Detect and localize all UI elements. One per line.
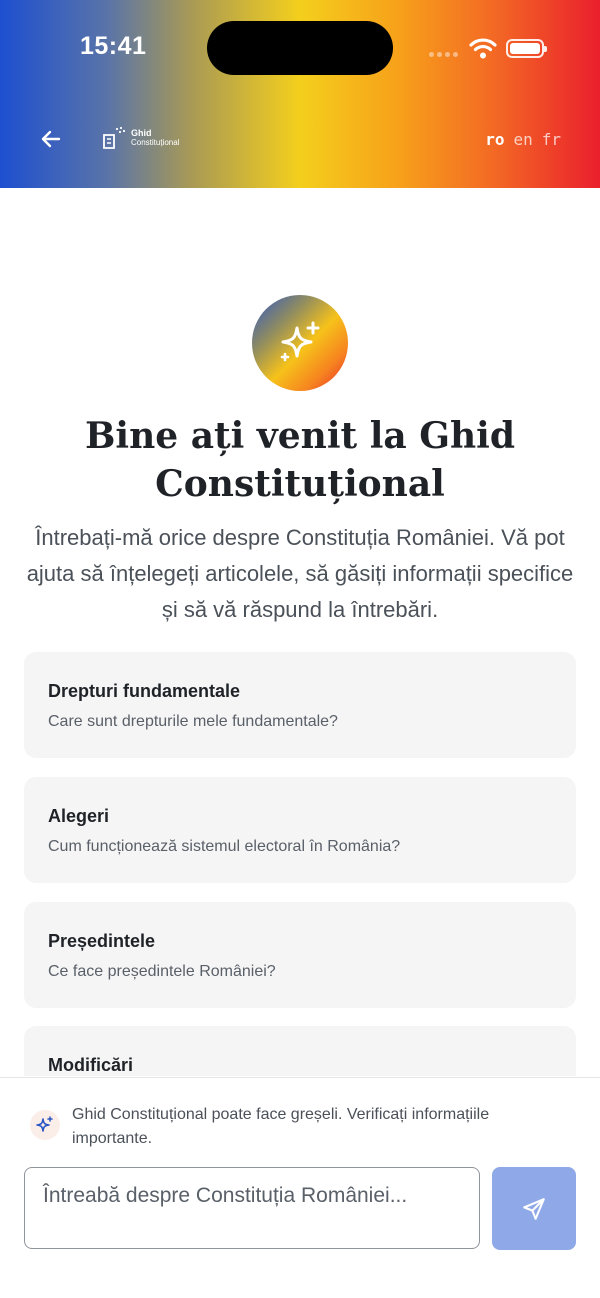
suggestion-card[interactable]	[24, 1026, 576, 1076]
question-input[interactable]	[24, 1167, 480, 1249]
suggestion-title: Drepturi fundamentale	[48, 681, 241, 701]
disclaimer-text: Ghid Constituțional poate face greșeli. Verificați informațiile importante.	[72, 1106, 490, 1147]
sparkles-icon	[275, 318, 325, 368]
suggestion-card[interactable]	[24, 652, 576, 758]
logo-line2: Constituțional	[131, 138, 180, 147]
signal-icon	[429, 52, 458, 57]
app-logo	[103, 126, 179, 150]
suggestion-title: Alegeri	[48, 806, 110, 826]
language-switcher	[485, 130, 561, 149]
suggestion-question: Ce face președintele României?	[48, 963, 276, 980]
suggestion-card[interactable]	[24, 777, 576, 883]
send-button[interactable]	[492, 1167, 576, 1250]
suggestion-title: Președintele	[48, 931, 156, 951]
suggestion-card[interactable]	[24, 902, 576, 1008]
welcome-title: Bine ați venit la Ghid Constituțional	[84, 415, 515, 505]
suggestion-list	[24, 652, 576, 1076]
lang-fr[interactable]: fr	[541, 130, 561, 149]
lang-ro[interactable]: ro	[485, 130, 505, 149]
welcome-text: Întrebați-mă orice despre Constituția României. Vă pot ajuta să înțelegeți articolele, să găsiți informații specifice și să vă răspund la întrebări.	[26, 525, 574, 622]
suggestion-title: Modificări	[48, 1055, 134, 1075]
paper-plane-icon	[521, 1196, 547, 1222]
disclaimer	[30, 1103, 570, 1151]
hero-sparkles-badge	[252, 295, 348, 391]
arrow-left-icon	[40, 128, 62, 150]
sparkles-icon	[35, 1115, 55, 1135]
back-button[interactable]	[36, 124, 66, 154]
lang-en[interactable]: en	[513, 130, 533, 149]
suggestion-question: Care sunt drepturile mele fundamentale?	[48, 713, 338, 730]
status-time: 15:41	[80, 32, 147, 60]
dynamic-island	[207, 21, 393, 75]
battery-icon	[506, 39, 544, 58]
suggestion-question: Cum funcționează sistemul electoral în România?	[48, 838, 401, 855]
app-header	[0, 0, 600, 188]
disclaimer-badge	[30, 1110, 60, 1140]
book-logo-icon	[103, 126, 127, 150]
wifi-icon	[469, 36, 497, 60]
logo-line1: Ghid	[131, 128, 152, 138]
